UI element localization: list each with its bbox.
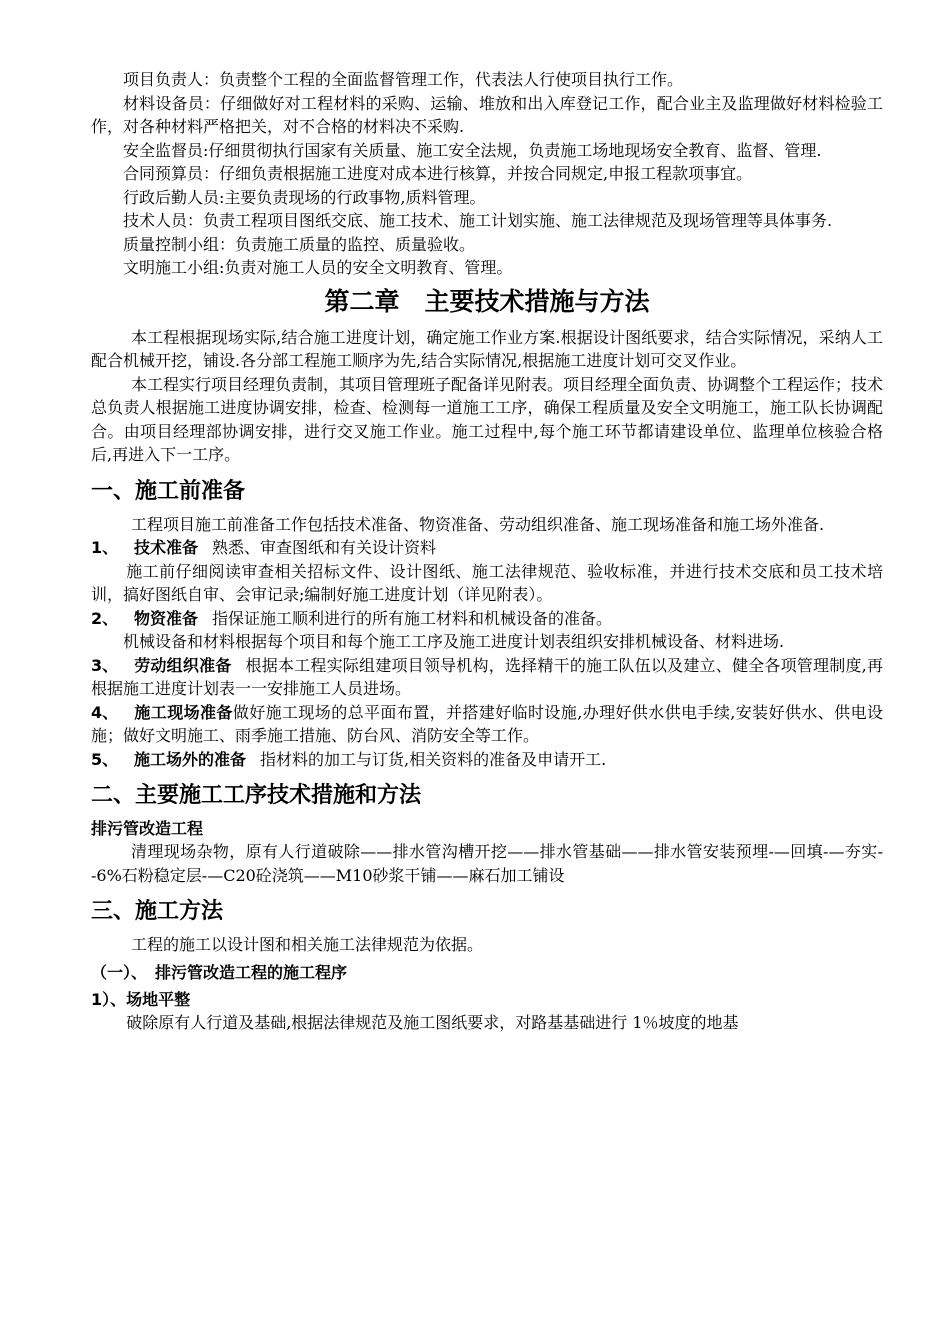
prep-item (91, 654, 883, 701)
item-detail: 施工前仔细阅读审查相关招标文件、设计图纸、施工法律规范、验收标准，并进行技术交底和员工技术培训，搞好图纸自审、会审记录;编制好施工进度计划（详见附表）。 (91, 561, 883, 604)
subsection-heading: 排污管改造工程 (91, 819, 204, 838)
role-paragraph: 项目负责人：负责整个工程的全面监督管理工作，代表法人行使项目执行工作。 (123, 70, 684, 89)
section-intro: 工程的施工以设计图和相关施工法律规范为依据。 (131, 935, 484, 954)
section-intro: 工程项目施工前准备工作包括技术准备、物资准备、劳动组织准备、施工现场准备和施工场外准备. (131, 514, 825, 534)
item-number: 4、 (91, 702, 119, 722)
item-label: 施工现场准备 (134, 702, 233, 722)
role-paragraph: 文明施工小组:负责对施工人员的安全文明教育、管理。 (123, 258, 513, 277)
item-text: 熟悉、审查图纸和有关设计资料 (212, 538, 437, 557)
item-label: 物资准备 (134, 608, 199, 628)
section-heading: 二、主要施工工序技术措施和方法 (91, 783, 422, 808)
item-detail: 机械设备和材料根据每个项目和每个施工工序及施工进度计划表组织安排机械设备、材料进场. (123, 632, 785, 651)
subsection-heading: （一）、 排污管改造工程的施工程序 (91, 962, 348, 982)
role-paragraph: 合同预算员：仔细负责根据施工进度对成本进行核算，并按合同规定,申报工程款项事宜。 (123, 164, 753, 183)
section-heading: 三、施工方法 (91, 899, 224, 924)
item-label: 施工场外的准备 (134, 749, 247, 769)
prep-item (91, 607, 883, 631)
role-paragraph: 技术人员：负责工程项目图纸交底、施工技术、施工计划实施、施工法律规范及现场管理等具体事务. (123, 211, 833, 230)
role-paragraph: 行政后勤人员:主要负责现场的行政事物,质料管理。 (123, 187, 486, 207)
item-number: 1、 (91, 538, 119, 557)
intro-paragraph: 本工程实行项目经理负责制，其项目管理班子配备详见附表。项目经理全面负责、协调整个工程运作；技术总负责人根据施工进度协调安排，检查、检测每一道施工工序，确保工程质量及安全文明施工，施工队长协调配合。由项目经理部协调安排，进行交叉施工作业。施工过程中,每个施工环节都请建设单位、监理单位核验合格后,再进入下一工序。 (91, 374, 884, 464)
chapter-title: 第二章 主要技术措施与方法 (324, 286, 650, 316)
role-paragraph: 材料设备员：仔细做好对工程材料的采购、运输、堆放和出入库登记工作，配合业主及监理做好材料检验工作，对各种材料严格把关，对不合格的材料决不采购. (91, 93, 883, 136)
document-body (91, 68, 883, 1034)
method-paragraph: 破除原有人行道及基础,根据法律规范及施工图纸要求，对路基基础进行 1％坡度的地基 (126, 1012, 739, 1032)
process-paragraph: 清理现场杂物，原有人行道破除——排水管沟槽开挖——排水管基础——排水管安装预埋-—回填-—夯实--6%石粉稳定层-—C20砼浇筑——M10砂浆干铺——麻石加工铺设 (91, 842, 883, 885)
item-text: 指材料的加工与订货,相关资料的准备及申请开工. (260, 749, 607, 769)
prep-item (91, 536, 883, 560)
item-number: 5、 (91, 749, 119, 769)
subsection-heading: 1）、场地平整 (91, 989, 191, 1009)
role-paragraph: 质量控制小组：负责施工质量的监控、质量验收。 (123, 234, 476, 254)
item-number: 3、 (91, 655, 119, 675)
role-paragraph: 安全监督员:仔细贯彻执行国家有关质量、施工安全法规，负责施工场地现场安全教育、监督、管理. (123, 140, 822, 160)
item-text: 做好施工现场的总平面布置，并搭建好临时设施,办理好供水供电手续,安装好供水、供电设施；做好文明施工、雨季施工措施、防台风、消防安全等工作。 (91, 702, 883, 745)
prep-item (91, 748, 883, 772)
prep-item (91, 701, 883, 748)
section-heading: 一、施工前准备 (91, 478, 246, 504)
item-number: 2、 (91, 608, 119, 628)
item-text: 根据本工程实际组建项目领导机构，选择精干的施工队伍以及建立、健全各项管理制度,再根据施工进度计划表一一安排施工人员进场。 (91, 655, 883, 698)
item-label: 技术准备 (134, 538, 199, 557)
item-label: 劳动组织准备 (134, 655, 232, 675)
item-text: 指保证施工顺利进行的所有施工材料和机械设备的准备。 (212, 608, 613, 628)
intro-paragraph: 本工程根据现场实际,结合施工进度计划，确定施工作业方案.根据设计图纸要求，结合实际情况，采纳人工配合机械开挖，铺设.各分部工程施工顺序为先,结合实际情况,根据施工进度计划可交叉作业。 (91, 327, 883, 370)
